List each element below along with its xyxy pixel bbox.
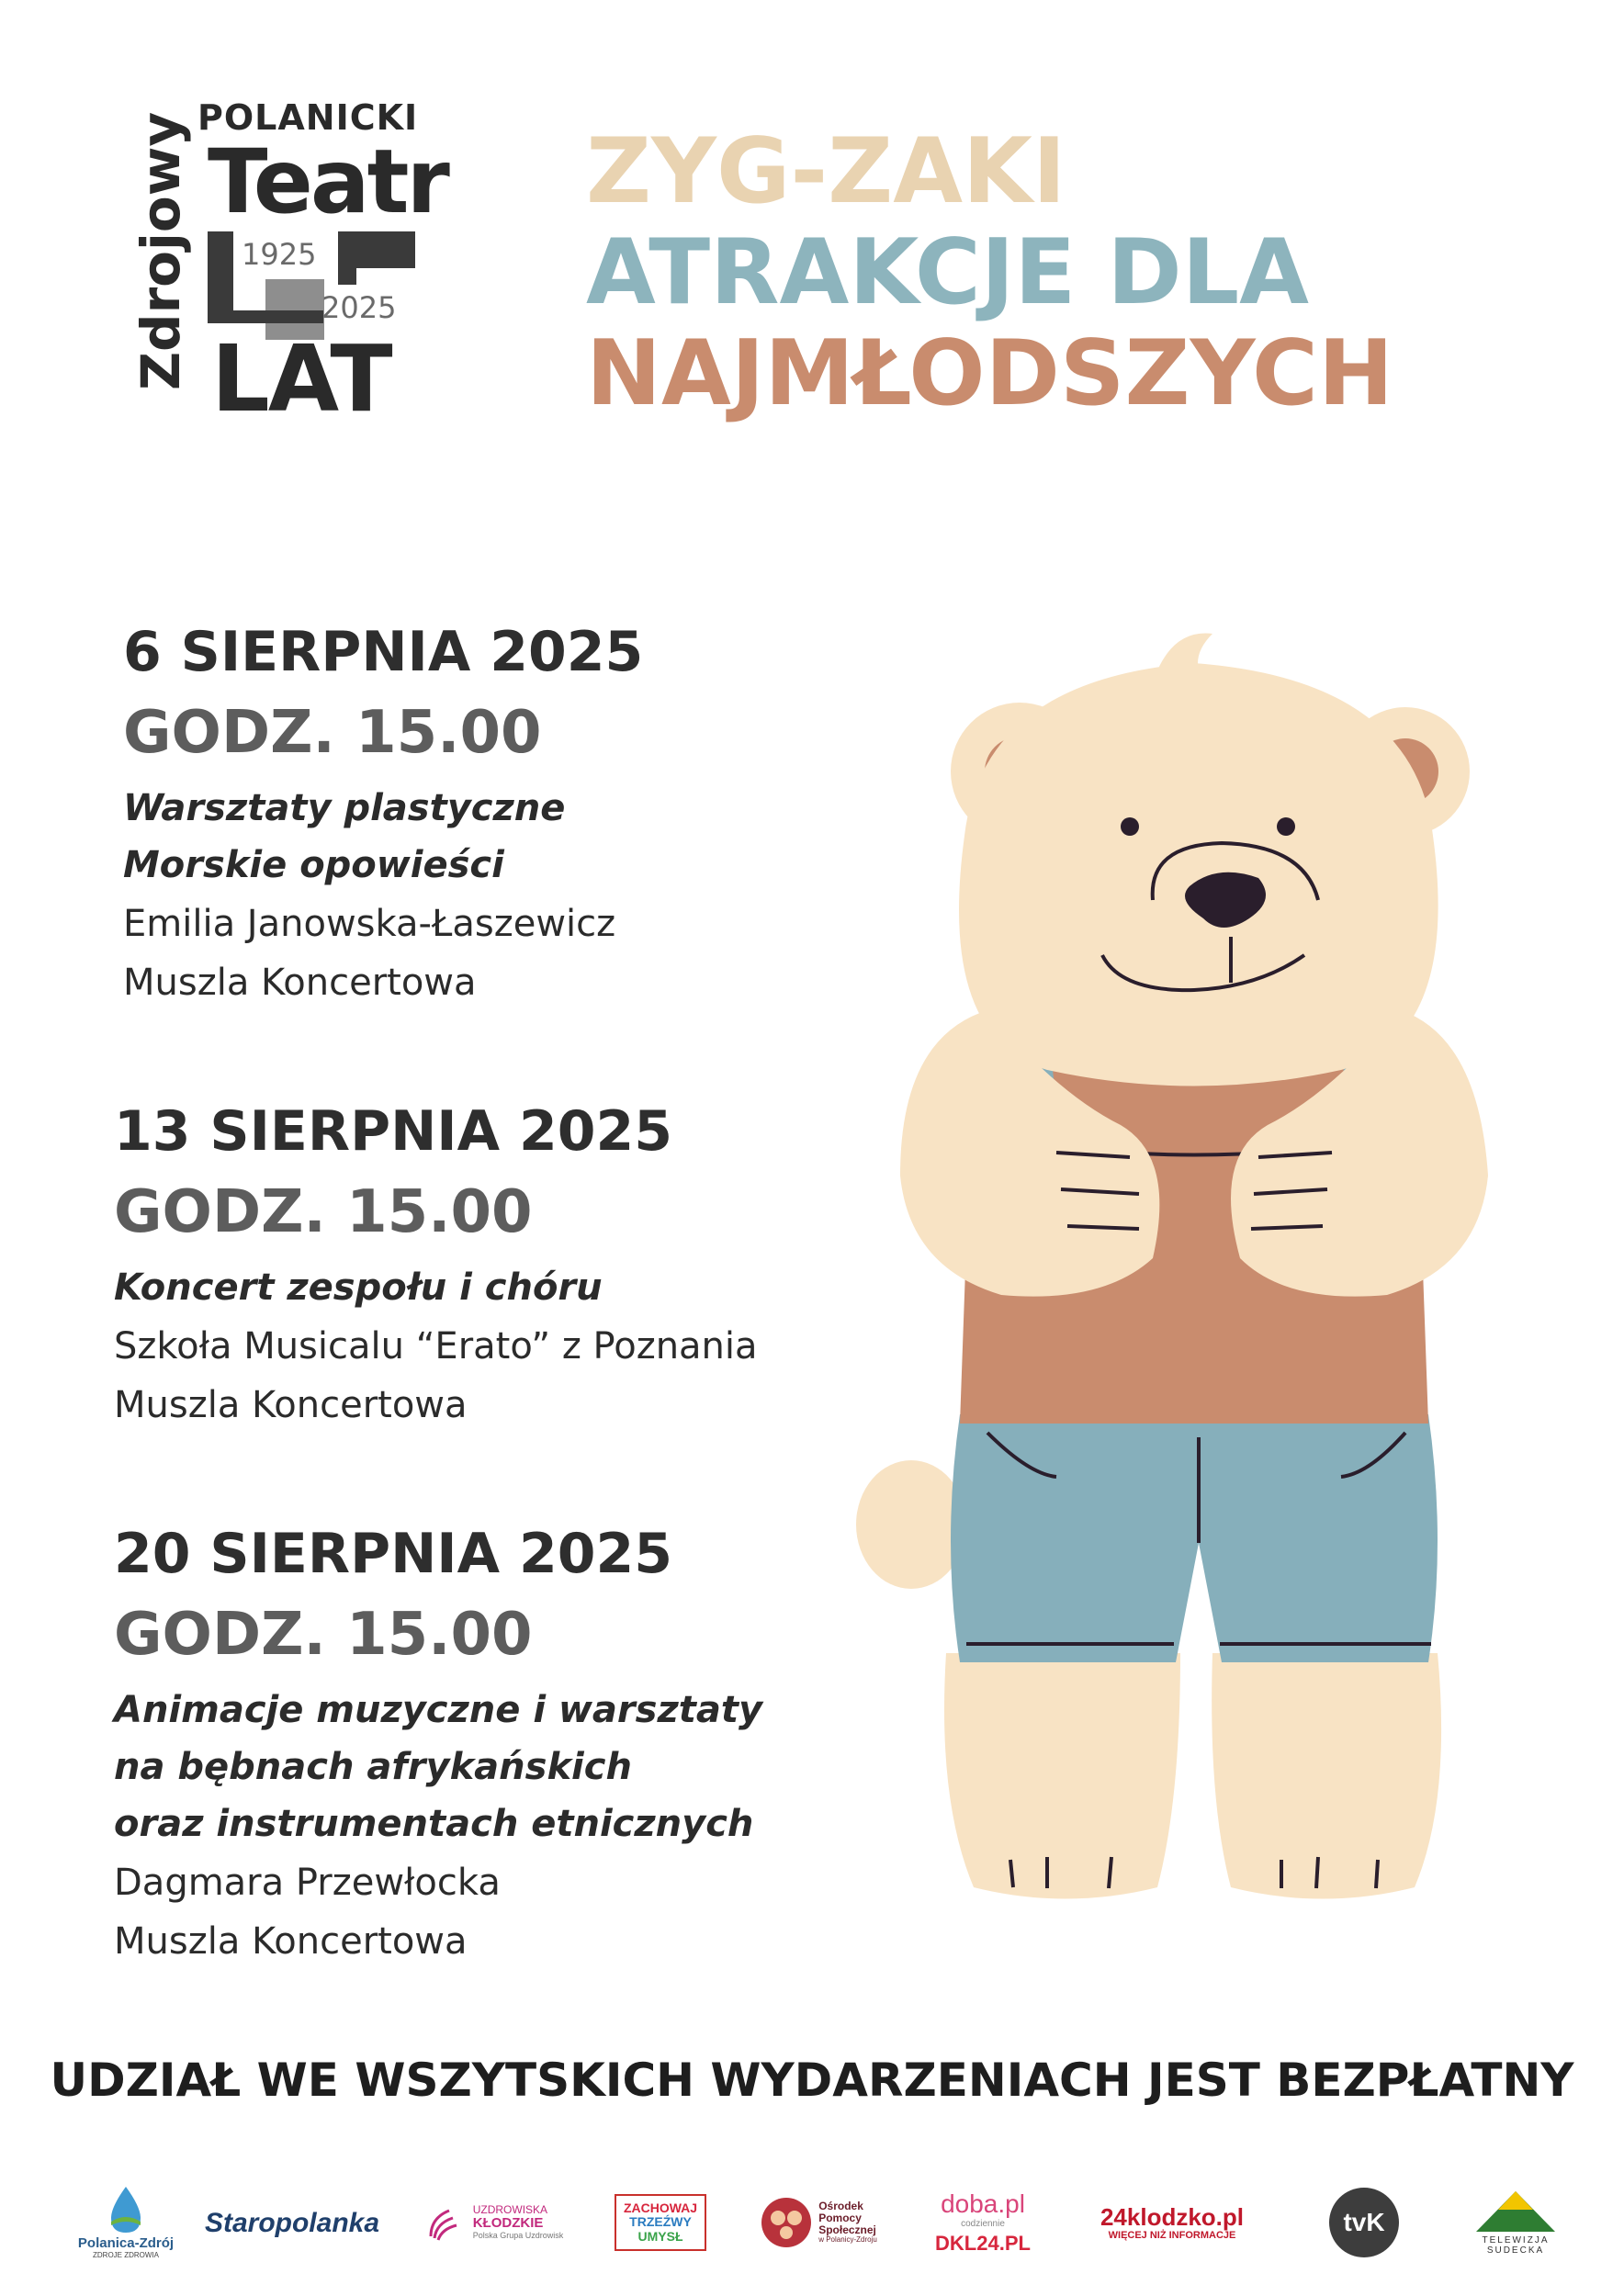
sponsor-uzdrowiska-l3: Polska Grupa Uzdrowisk [472, 2230, 564, 2240]
event-line: Warsztaty plastyczne [123, 787, 566, 829]
title-line-3: NAJMŁODSZYCH [586, 321, 1393, 426]
sponsor-zachowaj-l2: TRZEŹWY [629, 2214, 692, 2230]
event-line: na bębnach afrykańskich [114, 1746, 632, 1788]
event-line: Animacje muzyczne i warsztaty [114, 1689, 763, 1731]
logo-dark-bar-bottom [233, 310, 323, 323]
sponsor-tvk [1314, 2167, 1415, 2278]
event-date: 20 SIERPNIA 2025 [114, 1522, 672, 1586]
sponsor-uzdrowiska-l2: KŁODZKIE [472, 2215, 544, 2232]
event-date: 13 SIERPNIA 2025 [114, 1099, 672, 1164]
sponsor-polanica-sub: ZDROJE ZDROWIA [93, 2250, 159, 2259]
event-line: Dagmara Przewłocka [114, 1862, 501, 1904]
logo-year-end: 2025 [321, 290, 397, 325]
sponsor-zachowaj [606, 2167, 715, 2278]
sponsor-uzdrowiska [400, 2167, 584, 2278]
sponsor-staropolanka-name: Staropolanka [204, 2207, 380, 2238]
free-entry-note: UDZIAŁ WE WSZYTSKICH WYDARZENIACH JEST BEZPŁATNY [50, 2054, 1574, 2107]
logo-dark-block-small [338, 268, 356, 285]
sponsor-osrodek [740, 2167, 897, 2278]
logo-polanicki: POLANICKI [197, 97, 419, 138]
sponsor-staropolanka [200, 2167, 384, 2278]
sponsor-zachowaj-l1: ZACHOWAJ [623, 2200, 698, 2215]
sponsor-doba-l1: doba.pl [941, 2189, 1025, 2218]
sponsor-osrodek-text [818, 2200, 877, 2245]
event-line: Morskie opowieści [123, 844, 504, 886]
bear-eye-left [1121, 817, 1139, 836]
title-line-1: ZYG-ZAKI [586, 119, 1066, 224]
sponsor-osrodek-l1: Ośrodek [818, 2199, 863, 2212]
sponsor-osrodek-l2: Pomocy [818, 2212, 862, 2224]
mountain-icon [1474, 2189, 1557, 2235]
logo-zdrojowy: Zdrojowy [130, 111, 192, 390]
sponsor-uzdrowiska-l1: UZDROWISKA [472, 2203, 548, 2217]
sponsor-doba-l2: codziennie [961, 2218, 1005, 2229]
sponsor-sudecka [1451, 2167, 1580, 2278]
bear-leg-left [944, 1653, 1180, 1899]
logo-year-start: 1925 [242, 237, 317, 272]
title-line-2: ATRAKCJE DLA [586, 220, 1310, 325]
drop-icon [104, 2185, 148, 2236]
theatre-logo [118, 97, 447, 433]
sponsor-zachowaj-box [615, 2194, 706, 2251]
sponsor-doba-dkl [909, 2167, 1056, 2278]
event-time: GODZ. 15.00 [123, 699, 542, 767]
bear-tail [856, 1460, 966, 1589]
sponsor-sudecka-l1: TELEWIZJA [1482, 2235, 1550, 2245]
event-line: Muszla Koncertowa [114, 1920, 468, 1963]
logo-lat: LAT [211, 325, 391, 433]
event-line: Szkoła Musicalu “Erato” z Poznania [114, 1325, 758, 1367]
logo-dark-block [338, 231, 415, 268]
event-line: Emilia Janowska-Łaszewicz [123, 903, 616, 945]
sponsor-doba-l3: DKL24.PL [935, 2231, 1031, 2255]
sponsor-tvk-name: tvK [1343, 2207, 1385, 2236]
sponsor-24klodzko-l2: WIĘCEJ NIŻ INFORMACJE [1108, 2230, 1236, 2242]
event-line: Koncert zespołu i chóru [114, 1266, 603, 1309]
event-line: oraz instrumentach etnicznych [114, 1803, 754, 1845]
event-time: GODZ. 15.00 [114, 1601, 533, 1669]
event-date: 6 SIERPNIA 2025 [123, 620, 644, 684]
sponsor-polanica [57, 2167, 195, 2278]
sponsor-osrodek-l3: Społecznej [818, 2223, 876, 2237]
sponsor-sudecka-l2: SUDECKA [1486, 2245, 1545, 2256]
sponsor-24klodzko-l1: 24klodzko.pl [1100, 2202, 1245, 2231]
sponsor-uzdrowiska-text [473, 2204, 564, 2241]
sunburst-icon [422, 2200, 468, 2245]
bear-illustration [827, 606, 1525, 1910]
logo-dark-bar-left [208, 231, 233, 323]
logo-teatr: Teatr [208, 130, 447, 233]
bear-eye-right [1277, 817, 1295, 836]
sponsor-polanica-name: Polanica-Zdrój [77, 2235, 175, 2252]
event-line: Muszla Koncertowa [114, 1384, 468, 1426]
event-time: GODZ. 15.00 [114, 1178, 533, 1246]
family-icon [760, 2196, 813, 2249]
event-line: Muszla Koncertowa [123, 962, 477, 1004]
bear-leg-right [1212, 1653, 1441, 1899]
sponsor-osrodek-l4: w Polanicy-Zdroju [818, 2235, 877, 2245]
bear-head [959, 663, 1438, 1086]
tvk-circle [1329, 2188, 1399, 2257]
sponsor-zachowaj-l3: UMYSŁ [637, 2228, 683, 2244]
bear [856, 634, 1488, 1899]
bear-overalls [951, 1414, 1438, 1662]
sponsor-24klodzko [1080, 2167, 1264, 2278]
